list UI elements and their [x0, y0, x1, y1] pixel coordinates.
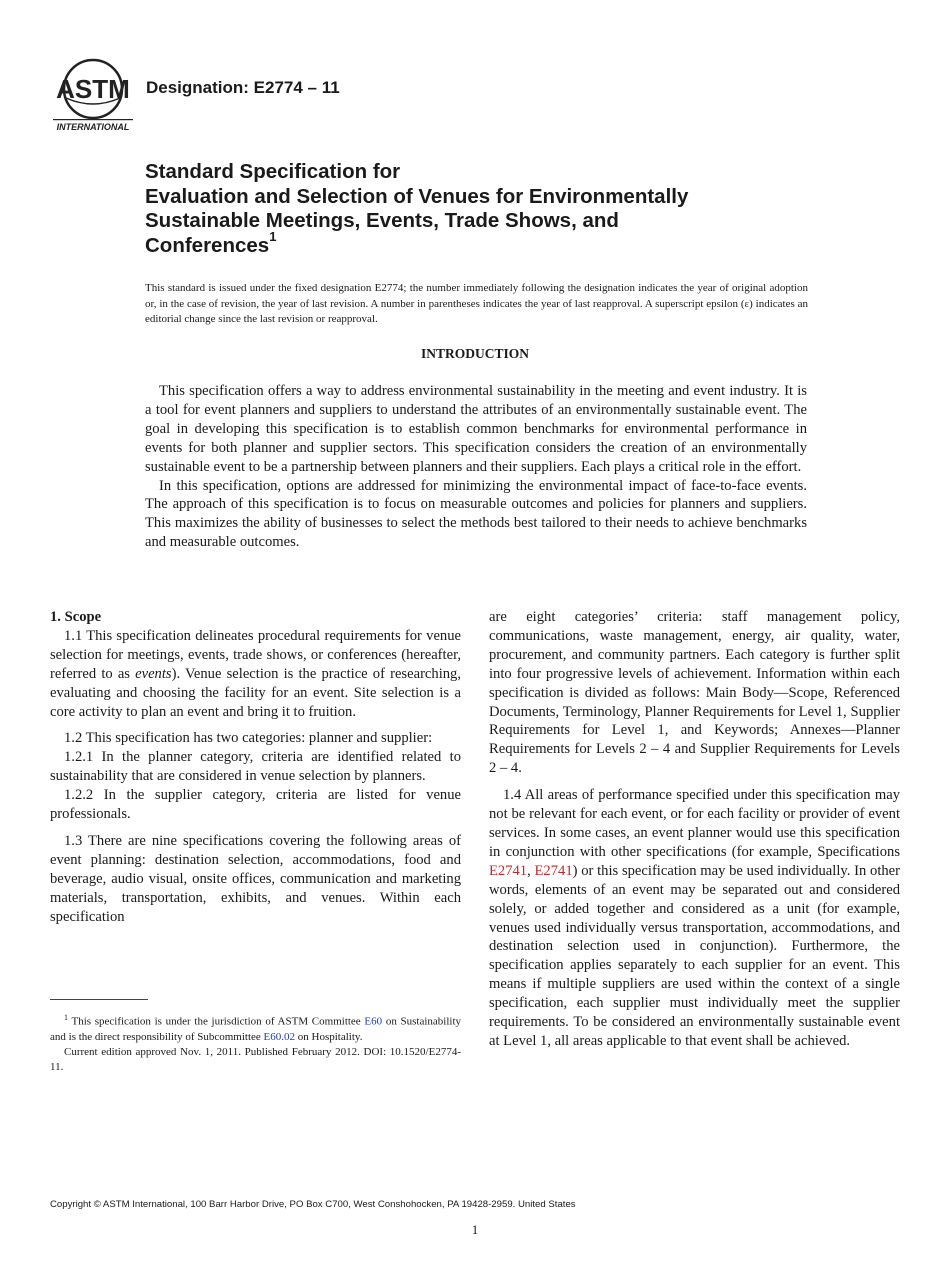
footnote-1: $^1$ This specification is under the jurisdiction of ASTM Committee E60 on Sustainability and is the direct responsibility of Subcommittee E60.02 on Hospitality. — [50, 1013, 462, 1043]
intro-paragraph-1: This specification offers a way to address environmental sustainability in the meeting and event industry. It is a tool for event planners and suppliers to understand the attributes of an environmentally sustainable event. The goal in developing this specification is to establish common benchmarks for environmental performance in events for both planner and supplier sectors. This specification considers the creation of an environmentally sustainable event to be a partnership between planners and their suppliers. Each plays a critical role in the effort. — [145, 383, 807, 475]
introduction-body — [145, 382, 807, 552]
astm-logo — [50, 58, 136, 134]
para-1-2-2: 1.2.2 In the supplier category, criteria are listed for venue professionals. — [50, 787, 461, 823]
introduction-heading: INTRODUCTION — [420, 346, 529, 361]
svg-text:INTERNATIONAL: INTERNATIONAL — [56, 122, 130, 132]
page-number: 1 — [471, 1222, 479, 1237]
footnotes — [50, 1010, 461, 1075]
title-line-3: Sustainable Meetings, Events, Trade Shows, and — [145, 209, 619, 232]
subcommittee-link[interactable]: E60.02 — [263, 1030, 296, 1043]
document-title — [145, 160, 845, 258]
title-line-4: Conferences$^1$ — [145, 228, 277, 257]
para-1-3-continued: are eight categories’ criteria: staff management policy, communications, waste management, energy, air quality, water, procurement, and community partners. Each category is further split into four progressive levels of achievement. Information within each specification is divided as follows: Main Body—Scope, Referenced Documents, Terminology, Planner Requirements for Level 1, Supplier Requirements for Level 1, and Keywords; Annexes—Planner Requirements for Levels 2 – 4 and Supplier Requirements for Levels 2 – 4. — [489, 609, 900, 777]
designation: Designation: E2774 – 11 — [146, 78, 340, 97]
left-column — [50, 608, 461, 927]
title-line-2: Evaluation and Selection of Venues for Environmentally — [145, 184, 689, 208]
right-column — [489, 608, 900, 1051]
committee-link[interactable]: E60 — [364, 1015, 383, 1028]
para-1-1: 1.1 This specification delineates procedural requirements for venue selection for meetings, events, trade shows, or conferences (hereafter, referred to as events). Venue selection is the practice of researching, evaluating and choosing the facility for an event. Site selection is a core activity to plan an event and bring it to fruition. — [50, 627, 462, 720]
para-1-4: 1.4 All areas of performance specified under this specification may not be relevant for each event, or for each facility or provider of event services. In some cases, an event planner would use this specification in conjunction with other specifications (for example, Specifications E2741, E2741) or this specification may be used individually. In other words, elements of an event may be separated out and considered solely, or added together and considered as a unit (for example, venues used individually versus transportation, accommodations, and destination selection used in conjunction). Furthermore, the specification applies separately to each supplier for an event. This means if multiple suppliers are used within the context of a single specification, each supplier must individually meet the supplier requirements. To be considered an environmentally sustainable event at Level 1, all areas applicable to that event shall be achieved. — [489, 787, 901, 1049]
intro-paragraph-2: In this specification, options are addressed for minimizing the environmental impact of face-to-face events. The approach of this specification is to focus on measurable outcomes and policies for planners and suppliers. This maximizes the ability of businesses to select the methods best tailored to their needs to achieve benchmarks and measurable outcomes. — [145, 477, 807, 551]
title-line-1: Standard Specification for — [145, 160, 401, 183]
para-1-3: 1.3 There are nine specifications covering the following areas of event planning: destination selection, accommodations, food and beverage, audio visual, onsite offices, communication and marketing materials, transportation, exhibits, and venues. Within each specification — [50, 832, 461, 925]
title-footnote-mark: 1 — [269, 228, 277, 244]
designation-notice: This standard is issued under the fixed designation E2774; the number immediately following the designation indicates the year of original adoption or, in the case of revision, the year of last revision. A number in parentheses indicates the year of last reapproval. A superscript epsilon (ε) indicates an editorial change since the last revision or reapproval. — [145, 282, 808, 325]
ref-link-e2741-a[interactable]: E2741 — [489, 862, 528, 879]
svg-text:ASTM: ASTM — [56, 74, 130, 104]
footnote-rule — [50, 999, 148, 1000]
ref-link-e2741-b[interactable]: E2741 — [534, 862, 573, 879]
footnote-edition: Current edition approved Nov. 1, 2011. Published February 2012. DOI: 10.1520/E2774-11. — [50, 1045, 461, 1073]
scope-heading: 1. Scope — [50, 609, 102, 625]
copyright: Copyright © ASTM International, 100 Barr Harbor Drive, PO Box C700, West Conshohocken, PA 19428-2959. United States — [50, 1199, 576, 1210]
para-1-2: 1.2 This specification has two categories: planner and supplier: — [64, 730, 433, 747]
para-1-2-1: 1.2.1 In the planner category, criteria are identified related to sustainability that are considered in venue selection by planners. — [50, 749, 461, 785]
